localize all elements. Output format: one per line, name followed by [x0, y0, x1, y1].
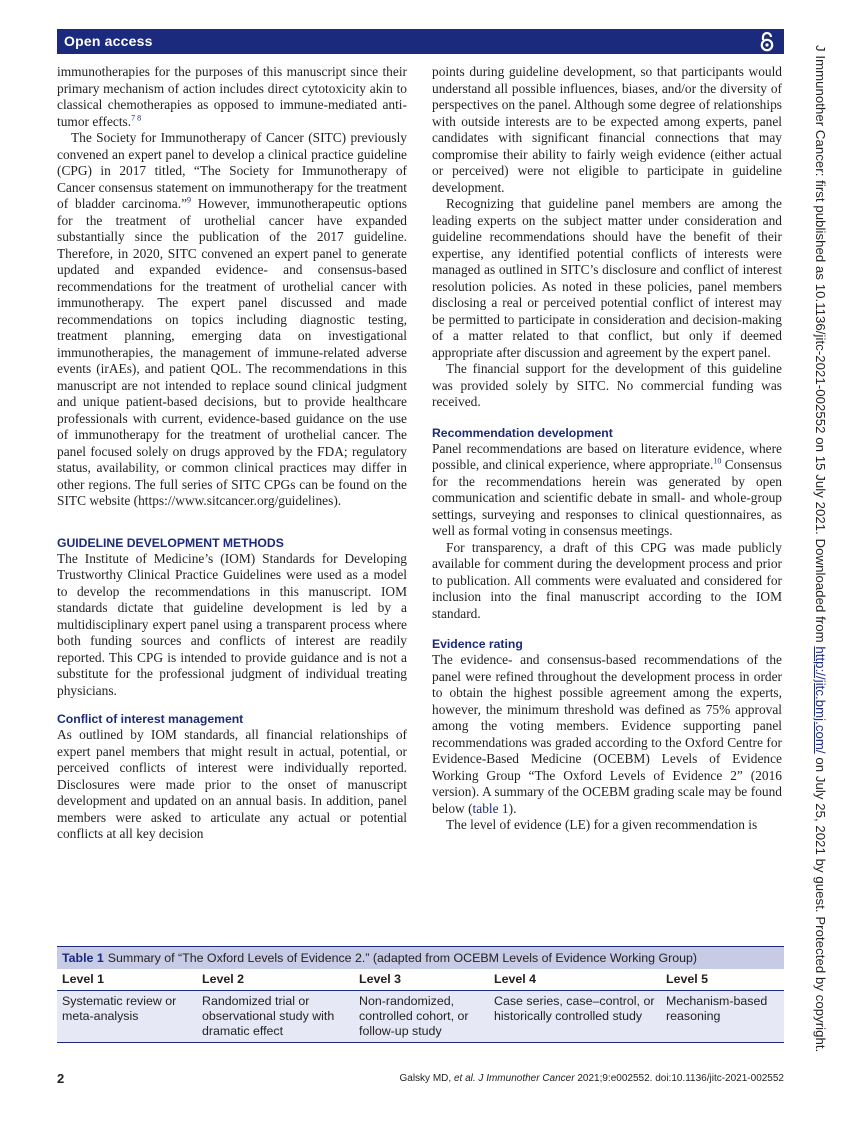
table-row: [57, 991, 784, 1043]
side-copyright-note: [811, 45, 831, 1055]
paragraph: Panel recommendations are based on literature evidence, where possible, and clinical experience, where appropriate.$^{10}$ Consensus for the recommendations herein was generated by open communication and scientific debate in small- and whole-group settings, surveying and responses to clinical questionnaires, as well as formal voting in consensus meetings.: [432, 440, 782, 538]
paragraph: As outlined by IOM standards, all financial relationships of expert panel members that might result in actual, potential, or perceived conflicts of interest were individually reported. Disclosures were made prior to the onset of manuscript development and updated on an annual basis. In addition, panel members were asked to articulate any actual or potential conflicts at all key decision: [57, 727, 407, 841]
table-link[interactable]: table 1: [472, 800, 509, 816]
table-cell: Randomized trial or observational study with dramatic effect: [202, 994, 335, 1038]
subsection-heading: Recommendation development: [432, 425, 613, 440]
page-number: 2: [57, 1071, 65, 1086]
section-heading: GUIDELINE DEVELOPMENT METHODS: [57, 535, 284, 550]
table-cell: Case series, case–control, or historically controlled study: [494, 994, 655, 1023]
table-label: Table 1: [62, 951, 104, 965]
open-access-lock-icon: [758, 31, 776, 52]
table-header-cell: Level 3: [359, 972, 402, 986]
table-header-cell: Level 2: [202, 972, 245, 986]
table-header-cell: Level 5: [666, 972, 709, 986]
subsection-heading: Evidence rating: [432, 637, 523, 651]
subsection-heading: Conflict of interest management: [57, 712, 244, 726]
table-cell: Mechanism-based reasoning: [666, 994, 768, 1023]
paragraph: The Society for Immunotherapy of Cancer (SITC) previously convened an expert panel to develop a clinical practice guideline (CPG) in 2017 titled, “The Society for Immunotherapy of Cancer consensus statement on immunotherapy for the treatment of bladder carcinoma.”$^9$ However, immunotherapeutic options for the treatment of urothelial cancer have expanded substantially since the publication of the 2017 guideline. Therefore, in 2020, SITC convened an expert panel to generate updated and expanded evidence- and consensus-based recommendations for the treatment of urothelial cancer with immunotherapy. The expert panel discussed and made recommendations on topics including diagnostic testing, treatment planning, emerging data on investigational immunotherapies, the management of immune-related adverse events (irAEs), and patient QOL. The recommendations in this manuscript are not intended to replace sound clinical judgment and unique patient-based decisions, but to provide healthcare professionals with current, evidence-based guidance on the use of immunotherapy for the treatment of urothelial cancer. The panel focused solely on drugs approved by the FDA; regulatory status, availability, or common clinical practices may differ in other regions. The full series of SITC CPGs can be found on the SITC website (https://www.sitcancer.org/guidelines).: [57, 130, 408, 508]
table-cell: Non-randomized, controlled cohort, or follow-up study: [359, 994, 469, 1038]
paragraph: The financial support for the development of this guideline was provided solely by SITC. No commercial funding was received.: [432, 361, 782, 409]
table-caption: [57, 946, 784, 969]
paragraph: The Institute of Medicine’s (IOM) Standards for Developing Trustworthy Clinical Practice Guidelines were used as a model to develop the recommendations in this manuscript. IOM standards dictate that guideline development is led by a multidisciplinary expert panel using a transparent process where both funding sources and conflicts of interest are readily reported. This CPG is intended to provide guidance and is not a substitute for the professional judgment of individual treating physicians.: [57, 550, 407, 698]
open-access-banner: [57, 29, 784, 54]
footer-citation: Galsky MD, et al. J Immunother Cancer 2021;9:e002552. doi:10.1136/jitc-2021-002552: [399, 1073, 784, 1084]
paragraph: immunotherapies for the purposes of this manuscript since their primary mechanism of action includes direct cytotoxicity akin to classical chemotherapies as opposed to immune-mediated anti-tumor effects.$^{7 8}$: [57, 64, 407, 129]
citation-ref[interactable]: 9: [187, 195, 192, 205]
evidence-levels-table: [57, 946, 784, 1043]
paragraph: The level of evidence (LE) for a given recommendation is: [446, 817, 758, 832]
side-note-text: J Immunother Cancer: first published as 10.1136/jitc-2021-002552 on 15 July 2021. Downloaded from: [813, 45, 828, 647]
open-access-label: Open access: [64, 33, 153, 49]
citation-ref[interactable]: 7 8: [131, 113, 142, 123]
table-header-cell: Level 4: [494, 972, 537, 986]
table-header-cell: Level 1: [62, 972, 105, 986]
table-cell: Systematic review or meta-analysis: [62, 994, 177, 1023]
table-header-row: [57, 969, 784, 991]
left-column: [57, 64, 407, 843]
paragraph: points during guideline development, so that participants would understand all possible influences, biases, and/or the diversity of perspectives on the panel. Although some degree of relationships with outside interests are to be expected among experts, panel candidates with significant financial connections that may compromise their ability to fairly weigh evidence (either actual or perceived) were not eligible to participate in guideline development.: [432, 64, 782, 195]
paragraph: Recognizing that guideline panel members are among the leading experts on the subject matter under consideration and guideline recommendations should have the benefit of their expertise, any identified potential conflicts of interests were managed as outlined in SITC’s disclosure and conflict of interest resolution policies. As noted in these policies, panel members disclosing a real or perceived potential conflict of interest may be permitted to participate in consideration and decision-making of a matter related to that conflict, but only if deemed appropriate after discussion and agreement by the expert panel.: [432, 196, 782, 360]
citation-ref[interactable]: 10: [713, 456, 722, 466]
right-column: [432, 64, 782, 834]
side-note-text: on July 25, 2021 by guest. Protected by copyright.: [813, 753, 828, 1053]
journal-url-link[interactable]: http://jitc.bmj.com/: [813, 646, 828, 754]
paragraph: For transparency, a draft of this CPG was made publicly available for comment during the development process and prior to publication. All comments were evaluated and considered for inclusion into the final manuscript according to the IOM standard.: [432, 539, 782, 621]
paragraph: The evidence- and consensus-based recommendations of the panel were refined throughout the development process in order to obtain the highest possible agreement among the experts, however, the minimum threshold was defined as 75% approval among the voting members. Evidence supporting panel recommendations was graded according to the Oxford Centre for Evidence-Based Medicine (OCEBM) Levels of Evidence Working Group “The Oxford Levels of Evidence 2” (2016 version). A summary of the OCEBM grading scale may be found below (table 1).: [432, 652, 782, 816]
table-caption-text: Summary of “The Oxford Levels of Evidence 2.” (adapted from OCEBM Levels of Evidence Working Group): [107, 951, 698, 965]
